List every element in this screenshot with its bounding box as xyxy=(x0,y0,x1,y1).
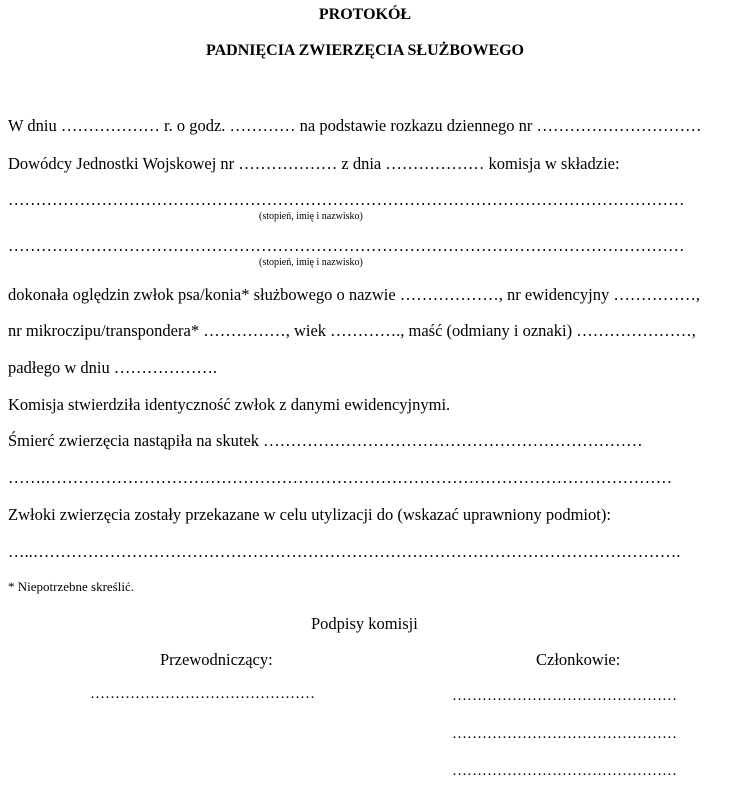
text-line-date: W dniu ……………… r. o godz. ………… na podstawie rozkazu dziennego nr ………………………… xyxy=(8,116,702,135)
chair-signature-line: ……………………………………… xyxy=(90,686,315,702)
chair-label: Przewodniczący: xyxy=(160,650,273,669)
signatures-heading: Podpisy komisji xyxy=(311,614,418,633)
text-line-inspection: dokonała oględzin zwłok psa/konia* służbowego o nazwie ………………, nr ewidencyjny ……………, xyxy=(8,285,700,304)
caption-rank-name-1: (stopień, imię i nazwisko) xyxy=(259,211,363,222)
members-label: Członkowie: xyxy=(536,650,621,669)
text-line-microchip: nr mikroczipu/transpondera* ……………, wiek …………., maść (odmiany i oznaki) …………………, xyxy=(8,321,696,340)
caption-rank-name-2: (stopień, imię i nazwisko) xyxy=(259,257,363,268)
text-line-unit: Dowódcy Jednostki Wojskowej nr ……………… z dnia ……………… komisja w składzie: xyxy=(8,154,620,173)
member-signature-line-1: ……………………………………… xyxy=(452,688,677,704)
text-line-member-1: …………………………………………………………………………………………………………… xyxy=(8,190,685,209)
text-line-disposal: Zwłoki zwierzęcia zostały przekazane w celu utylizacji do (wskazać uprawniony podmiot): xyxy=(8,505,611,524)
document-title: PROTOKÓŁ xyxy=(318,6,412,23)
text-line-disposal-entity: …..………………………………………………………………………………………………………. xyxy=(8,542,681,561)
document-subtitle: PADNIĘCIA ZWIERZĘCIA SŁUŻBOWEGO xyxy=(206,42,524,59)
text-line-death-date: padłego w dniu ………………. xyxy=(8,358,217,377)
text-line-cause: Śmierć zwierzęcia nastąpiła na skutek …………………………………………………………… xyxy=(8,431,643,450)
footnote: * Niepotrzebne skreślić. xyxy=(8,579,134,594)
text-line-member-2: …………………………………………………………………………………………………………… xyxy=(8,236,685,255)
member-signature-line-2: ……………………………………… xyxy=(452,726,677,742)
text-line-cause-continued: …….…………………………………………………………………………………………………… xyxy=(8,468,673,487)
text-line-identity: Komisja stwierdziła identyczność zwłok z danymi ewidencyjnymi. xyxy=(8,395,451,414)
member-signature-line-3: ……………………………………… xyxy=(452,763,677,779)
